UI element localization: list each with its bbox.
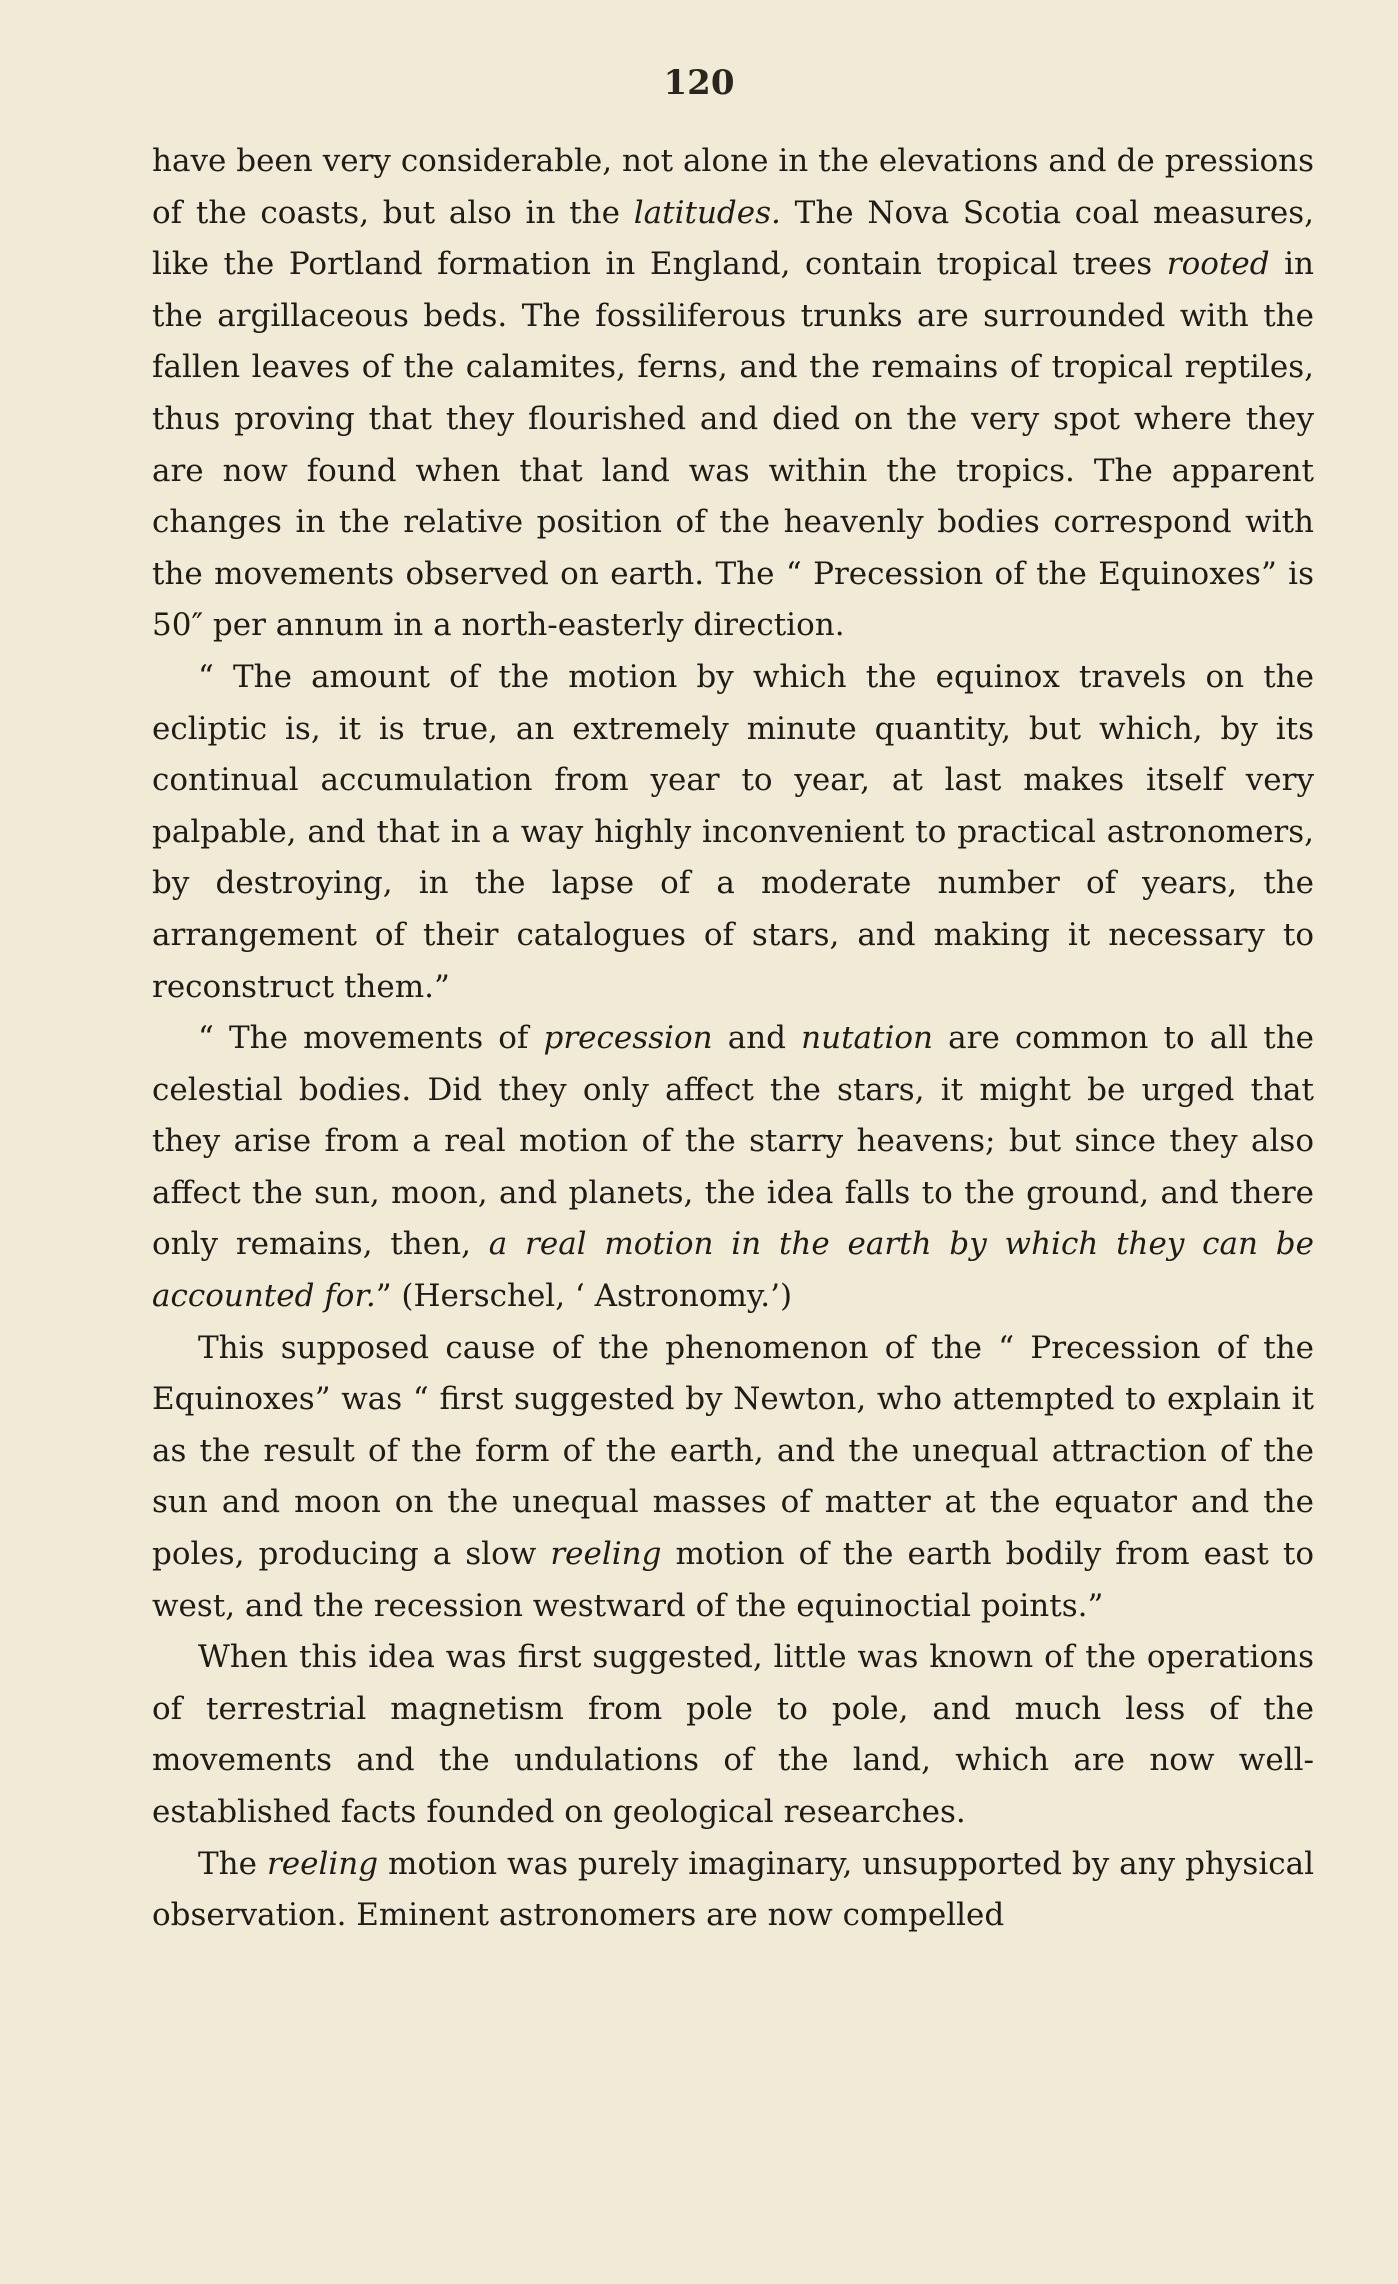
- italic-latitudes: latitudes.: [633, 194, 781, 231]
- paragraph-5-text: When this idea was first suggested, little was known of the operations of terrestrial magnetism from pole to pole, and much less of the movements and the undulations of the land, which are now well-established facts founded on geological researches.: [152, 1639, 1314, 1830]
- italic-rooted: rooted: [1166, 246, 1270, 283]
- page-number: 120: [663, 63, 735, 103]
- paragraph-6: [152, 1839, 1314, 1942]
- paragraph-1-text-2: The Nova Scotia coal measures, like the Portland formation in England, contain tropical trees: [152, 194, 1315, 283]
- paragraph-3-text-2: and: [712, 1020, 802, 1057]
- italic-real-motion: a real motion in the earth by which they can be accounted for.: [152, 1226, 1314, 1315]
- italic-reeling-2: reeling: [266, 1845, 379, 1882]
- paragraph-2: [152, 652, 1314, 1013]
- paragraph-1-text: have been very considerable, not alone in the elevations and de pressions of the coasts, but also in the: [152, 143, 1314, 231]
- page-text: [152, 136, 1314, 1942]
- paragraph-4: [152, 1323, 1314, 1633]
- italic-nutation: nutation: [801, 1020, 934, 1057]
- paragraph-4-text: This supposed cause of the phenomenon of the “ Precession of the Equinoxes” was “ first suggested by Newton, who attempted to explain it as the result of the form of the earth, and the unequal attraction of the sun and moon on the unequal masses of matter at the equator and the poles, producing a slow: [152, 1329, 1314, 1573]
- paragraph-5: [152, 1632, 1314, 1838]
- paragraph-3-text: “ The movements of: [198, 1020, 544, 1057]
- paragraph-6-text-2: motion was purely imaginary, unsupported by any physical observation. Eminent astronomers are now compelled: [152, 1845, 1314, 1934]
- paragraph-6-text: The: [198, 1845, 267, 1882]
- paragraph-3-citation: ” (Herschel, ‘ Astronomy.’): [375, 1278, 793, 1315]
- italic-precession: precession: [543, 1020, 713, 1057]
- paragraph-1-text-3: in the argillaceous beds. The fossiliferous trunks are surrounded with the fallen leaves of the calamites, ferns, and the remains of tropical reptiles, thus proving that they flourished and died on the very spot where they are now found when that land was within the tropics. The apparent changes in the relative position of the heavenly bodies correspond with the movements observed on earth. The “ Precession of the Equinoxes” is 50″ per annum in a north-easterly direction.: [152, 246, 1314, 644]
- paragraph-3: [152, 1013, 1314, 1323]
- paragraph-4-text-2: motion of the earth bodily from east to west, and the recession westward of the equinoctial points.”: [152, 1536, 1314, 1624]
- paragraph-2-text: “ The amount of the motion by which the equinox travels on the ecliptic is, it is true, an extremely minute quantity, but which, by its continual accumulation from year to year, at last makes itself very palpable, and that in a way highly inconvenient to practical astronomers, by destroying, in the lapse of a moderate number of years, the arrangement of their catalogues of stars, and making it necessary to reconstruct them.”: [152, 658, 1314, 1005]
- italic-reeling: reeling: [550, 1536, 662, 1573]
- paragraph-1: [152, 136, 1314, 652]
- paragraph-3-text-3: are common to all the celestial bodies. Did they only affect the stars, it might be urged that they arise from a real motion of the starry heavens; but since they also affect the sun, moon, and planets, the idea falls to the ground, and there only remains, then,: [152, 1020, 1314, 1263]
